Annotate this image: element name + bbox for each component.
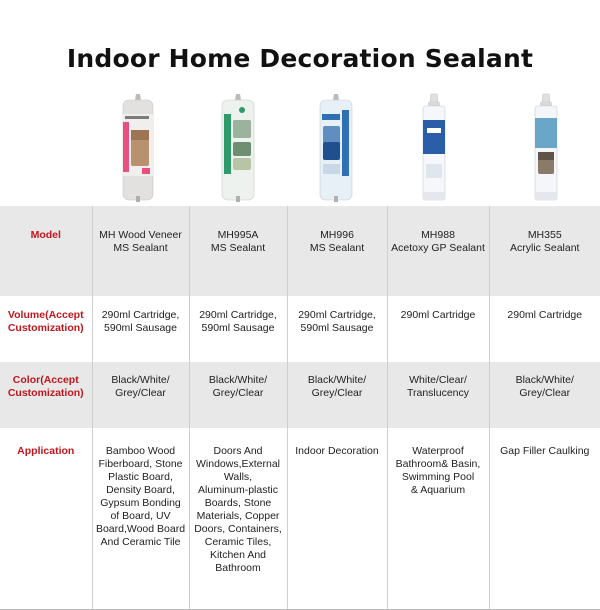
- cell-line: Windows,External: [195, 458, 281, 470]
- cell-line: of Board, UV: [110, 510, 171, 522]
- cell-line: MS Sealant: [113, 242, 168, 254]
- cell-line: Board,Wood Board: [95, 523, 186, 535]
- cell-line: 290ml Cartridge: [507, 309, 583, 321]
- cell-color-2: [189, 362, 287, 428]
- row-label-color: Color(Accept Customization): [0, 362, 92, 428]
- cell-line: Grey/Clear: [212, 387, 264, 399]
- cell-line: MS Sealant: [210, 242, 266, 254]
- cell-line: MH988: [421, 229, 455, 241]
- cell-line: 290ml Cartridge,: [199, 309, 277, 321]
- cell-line: Bamboo Wood: [105, 445, 176, 457]
- cell-model-1: [92, 206, 189, 296]
- cell-volume-1: [92, 296, 189, 362]
- cell-color-1: [92, 362, 189, 428]
- cell-line: Walls,: [223, 471, 253, 483]
- cell-volume-5: [489, 296, 600, 362]
- cell-line: Plastic Board,: [108, 471, 173, 483]
- cell-line: Doors And: [213, 445, 263, 457]
- cell-model-5: [489, 206, 600, 296]
- cell-line: 290ml Cartridge: [400, 309, 476, 321]
- cell-line: Black/White/: [515, 374, 574, 386]
- cell-application-3: [287, 428, 387, 610]
- cell-application-2: [189, 428, 287, 610]
- cell-color-5: [489, 362, 600, 428]
- cell-line: 590ml Sausage: [201, 322, 275, 334]
- cell-line: Gap Filler Caulking: [500, 445, 590, 457]
- cell-line: Indoor Decoration: [295, 445, 379, 457]
- cell-volume-2: [189, 296, 287, 362]
- product-image-mh-wood-veneer: [112, 92, 164, 204]
- cell-line: Aluminum-plastic: [198, 484, 278, 496]
- cell-line: 290ml Cartridge,: [298, 309, 376, 321]
- cell-line: Bathroom: [215, 562, 261, 574]
- table-row-color: [0, 362, 600, 428]
- cell-line: Waterproof: [412, 445, 464, 457]
- cell-line: 590ml Sausage: [104, 322, 177, 334]
- cell-line: MH995A: [217, 229, 259, 241]
- cell-line: Black/White/: [208, 374, 268, 386]
- table-row-volume: [0, 296, 600, 362]
- row-label-volume: Volume(Accept Customization): [7, 309, 84, 334]
- cell-application-5: [489, 428, 600, 610]
- cell-line: Grey/Clear: [115, 387, 166, 399]
- product-image-mh355: [526, 92, 566, 204]
- cell-line: Kitchen And: [209, 549, 267, 561]
- page-title: Indoor Home Decoration Sealant: [66, 44, 534, 73]
- cell-line: 590ml Sausage: [300, 322, 374, 334]
- cell-line: Doors, Containers,: [194, 523, 282, 535]
- cell-volume-3: [287, 296, 387, 362]
- table-row-model: [0, 206, 600, 296]
- cell-color-4: [387, 362, 489, 428]
- cell-application-4: [387, 428, 489, 610]
- product-images: [0, 92, 600, 204]
- cell-line: MS Sealant: [309, 242, 365, 254]
- product-image-mh988: [414, 92, 454, 204]
- cell-line: Swimming Pool: [401, 471, 475, 483]
- cell-line: Materials, Copper: [196, 510, 280, 522]
- row-label-model: Model: [0, 206, 92, 296]
- cell-line: Black/White/: [111, 374, 170, 386]
- cell-application-1: [92, 428, 189, 610]
- comparison-table: [0, 206, 600, 610]
- cell-line: Translucency: [406, 387, 470, 399]
- cell-line: Density Board,: [106, 484, 175, 496]
- cell-model-2: [189, 206, 287, 296]
- cell-line: Fiberboard, Stone: [98, 458, 183, 470]
- cell-line: Black/White/: [307, 374, 367, 386]
- cell-line: White/Clear/: [409, 374, 467, 386]
- cell-line: Grey/Clear: [519, 387, 571, 399]
- cell-line: Gypsum Bonding: [100, 497, 181, 509]
- cell-line: Bathroom& Basin,: [395, 458, 481, 470]
- cell-color-3: [287, 362, 387, 428]
- row-label-application: Application: [0, 428, 92, 610]
- cell-line: MH996: [320, 229, 354, 241]
- product-image-mh995a: [212, 92, 264, 204]
- cell-line: MH Wood Veneer: [99, 229, 182, 241]
- cell-model-4: [387, 206, 489, 296]
- cell-line: 290ml Cartridge,: [101, 309, 180, 321]
- product-image-mh996: [310, 92, 362, 204]
- cell-volume-4: [387, 296, 489, 362]
- cell-line: Acrylic Sealant: [510, 242, 580, 254]
- cell-line: Acetoxy GP Sealant: [391, 242, 485, 254]
- cell-line: Boards, Stone: [204, 497, 272, 509]
- cell-line: MH355: [527, 229, 562, 241]
- table-row-application: [0, 428, 600, 610]
- cell-line: Ceramic Tiles,: [204, 536, 272, 548]
- cell-line: & Aquarium: [410, 484, 466, 496]
- cell-line: And Ceramic Tile: [100, 536, 181, 548]
- cell-model-3: [287, 206, 387, 296]
- cell-line: Grey/Clear: [311, 387, 363, 399]
